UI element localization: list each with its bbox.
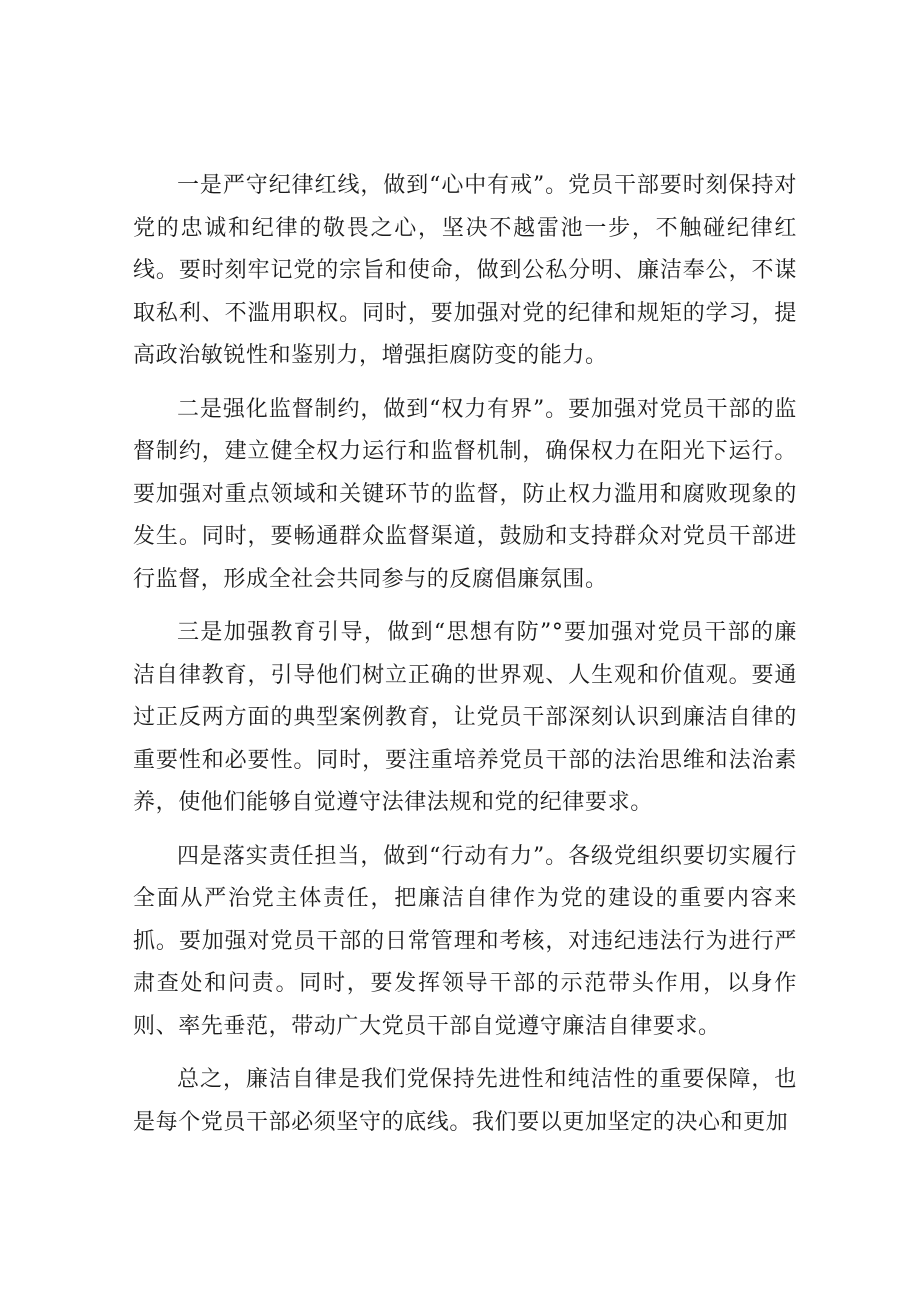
paragraph-discipline-redline: 一是严守纪律红线，做到“心中有戒”。党员干部要时刻保持对党的忠诚和纪律的敬畏之心，坚决不越雷池一步，不触碰纪律红线。要时刻牢记党的宗旨和使命，做到公私分明、廉洁奉公，不谋取私利、不滥用职权。同时，要加强对党的纪律和规矩的学习，提高政治敏锐性和鉴别力，增强拒腐防变的能力。 (133, 173, 797, 368)
paragraph-summary: 总之，廉洁自律是我们党保持先进性和纯洁性的重要保障，也是每个党员干部必须坚守的底线。我们要以更加坚定的决心和更加 (133, 1067, 797, 1135)
paragraph-education: 三是加强教育引导，做到“思想有防”°要加强对党员干部的廉洁自律教育，引导他们树立正确的世界观、人生观和价值观。要通过正反两方面的典型案例教育，让党员干部深刻认识到廉洁自律的重要性和必要性。同时，要注重培养党员干部的法治思维和法治素养，使他们能够自觉遵守法律法规和党的纪律要求。 (133, 620, 797, 815)
paragraph-supervision: 二是强化监督制约，做到“权力有界”。要加强对党员干部的监督制约，建立健全权力运行和监督机制，确保权力在阳光下运行。要加强对重点领域和关键环节的监督，防止权力滥用和腐败现象的发生。同时，要畅通群众监督渠道，鼓励和支持群众对党员干部进行监督，形成全社会共同参与的反腐倡廉氛围。 (133, 396, 797, 592)
paragraph-responsibility: 四是落实责任担当，做到“行动有力”。各级党组织要切实履行全面从严治党主体责任，把廉洁自律作为党的建设的重要内容来抓。要加强对党员干部的日常管理和考核，对违纪违法行为进行严肃查处和问责。同时，要发挥领导干部的示范带头作用，以身作则、率先垂范，带动广大党员干部自觉遵守廉洁自律要求。 (133, 843, 797, 1039)
document-body (133, 165, 797, 1155)
